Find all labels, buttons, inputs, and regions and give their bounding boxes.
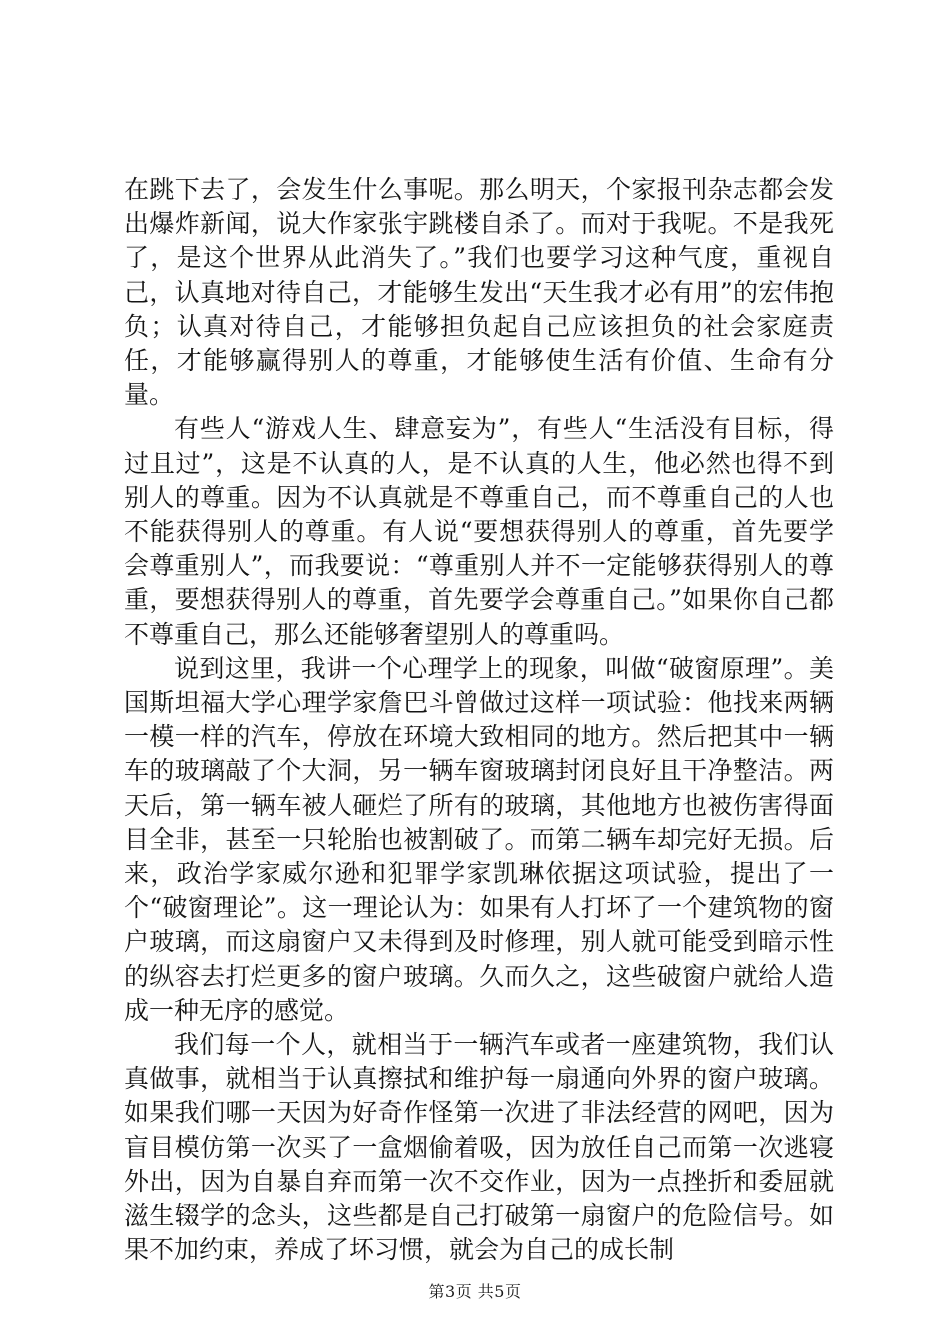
paragraph-3: 说到这里，我讲一个心理学上的现象，叫做“破窗原理”。美国斯坦福大学心理学家詹巴斗曾做过这样一项试验：他找来两辆一模一样的汽车，停放在环境大致相同的地方。然后把其中一辆车的玻璃敲了个大洞，另一辆车窗玻璃封闭良好且干净整洁。两天后，第一辆车被人砸烂了所有的玻璃，其他地方也被伤害得面目全非，甚至一只轮胎也被割破了。而第二辆车却完好无损。后来，政治学家威尔逊和犯罪学家凯琳依据这项试验，提出了一个“破窗理论”。这一理论认为：如果有人打坏了一个建筑物的窗户玻璃，而这扇窗户又未得到及时修理，别人就可能受到暗示性的纵容去打烂更多的窗户玻璃。久而久之，这些破窗户就给人造成一种无序的感觉。 [124, 653, 834, 1025]
paragraph-2: 有些人“游戏人生、肆意妄为”，有些人“生活没有目标，得过且过”，这是不认真的人，是不认真的人生，他必然也得不到别人的尊重。因为不认真就是不尊重自己，而不尊重自己的人也不能获得别人的尊重。有人说“要想获得别人的尊重，首先要学会尊重别人”，而我要说：“尊重别人并不一定能够获得别人的尊重，要想获得别人的尊重，首先要学会尊重自己。”如果你自己都不尊重自己，那么还能够奢望别人的尊重吗。 [124, 414, 834, 649]
page-number-footer: 第3页 共5页 [428, 1282, 522, 1301]
paragraph-1: 在跳下去了，会发生什么事呢。那么明天，个家报刊杂志都会发出爆炸新闻，说大作家张宇跳楼自杀了。而对于我呢。不是我死了，是这个世界从此消失了。”我们也要学习这种气度，重视自己，认真地对待自己，才能够生发出“天生我才必有用”的宏伟抱负；认真对待自己，才能够担负起自己应该担负的社会家庭责任，才能够赢得别人的尊重，才能够使生活有价值、生命有分量。 [124, 175, 834, 410]
paragraph-4: 我们每一个人，就相当于一辆汽车或者一座建筑物，我们认真做事，就相当于认真擦拭和维护每一扇通向外界的窗户玻璃。如果我们哪一天因为好奇作怪第一次进了非法经营的网吧，因为盲目模仿第一次买了一盒烟偷着吸，因为放任自己而第一次逃寝外出，因为自暴自弃而第一次不交作业，因为一点挫折和委屈就滋生辍学的念头，这些都是自己打破第一扇窗户的危险信号。如果不加约束，养成了坏习惯，就会为自己的成长制 [124, 1030, 834, 1265]
document-body [124, 173, 834, 1268]
